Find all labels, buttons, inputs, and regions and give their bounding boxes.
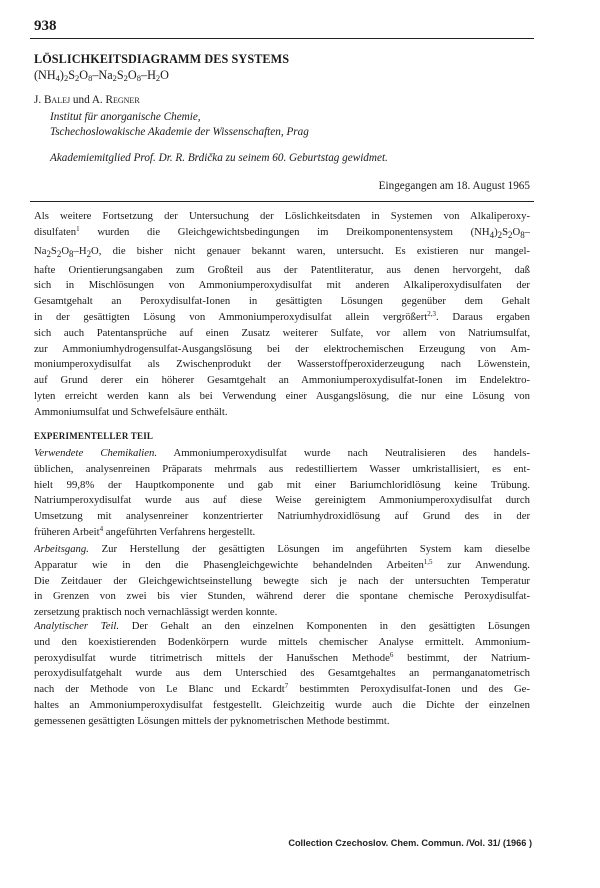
- chemicals-paragraph: Verwendete Chemikalien. Ammoniumperoxydisulfat wurde nach Neutralisieren des handels- üblichen, analysenreinen Präparats mehrmals aus redestilliertem Wasser umkristallisiert, es ent- hielt 99,8% der Hauptkomponente und gab mit einer Bariumchloridlösung keine Trübung. Natriumperoxydisulfat wurde aus auf diese Weise gereinigtem Ammoniumperoxydisulfat durch Umsetzung mit analysenreiner konzentrierter Natriumhydroxidlösung auf Grund des in der früheren Arbeit$^4$ angeführten Verfahrens hergestellt.: [34, 447, 530, 538]
- article-title-formula: $(NH_4)_2S_2O_8-Na_2S_2O_8-H_2O$: [34, 68, 169, 83]
- institution-line-2: Tschechoslowakische Akademie der Wissenschaften, Prag: [50, 126, 309, 138]
- journal-footer: Collection Czechoslov. Chem. Commun. /Vol. 31/ (1966 ): [288, 838, 532, 848]
- institution-line-1: Institut für anorganische Chemie,: [50, 111, 201, 123]
- dedication: Akademiemitglied Prof. Dr. R. Brdička zu seinem 60. Geburtstag gewidmet.: [50, 152, 388, 164]
- page-number: 938: [34, 18, 57, 34]
- analysis-label: Analytischer Teil.: [34, 620, 120, 632]
- abstract-rule: [30, 201, 534, 202]
- analysis-paragraph: Analytischer Teil. Der Gehalt an den einzelnen Komponenten in den gesättigten Lösungen und den koexistierenden Bodenkörpern wurde mittels chemischer Analyse ermittelt. Ammonium- peroxydisulfat wurde titrimetrisch mittels der Hanušschen Methode$^6$ bestimmt, der Natrium- peroxydisulfatgehalt wurde aus dem Unterschied des Gesamtgehaltes an permanganatometrisch nach der Methode von Le Blanc und Eckardt$^7$ bestimmten Peroxydisulfat-Ionen und des Ge- haltes an Ammoniumperoxydisulfat festgestellt. Gleichzeitig wurde auch die Dichte der einzelnen gemessenen gesättigten Lösungen mittels der pyknometrischen Methode bestimmt.: [34, 620, 530, 727]
- received-date: Eingegangen am 18. August 1965: [378, 180, 530, 192]
- procedure-label: Arbeitsgang.: [34, 543, 89, 555]
- intro-paragraph: Als weitere Fortsetzung der Untersuchung der Löslichkeitsdaten in Systemen von Alkaliperoxy- disulfaten$^1$ wurden die Gleichgewichtsbedingungen im Dreikomponentensystem $(NH_4)_2S_2O_8-$ $Na_2S_2O_8-H_2O$, die bisher nicht genauer bekannt waren, untersucht. Es existieren nur mangel- hafte Orientierungsangaben zum Großteil aus der Patentliteratur, aus denen hervorgeht, daß sich in Mischlösungen von Ammoniumperoxydisulfat mit anderen Alkaliperoxydisulfaten der Gesamtgehalt an Peroxydisulfat-Ionen in gesättigten Lösungen gegenüber dem Gehalt in der gesättigten Lösung von Ammoniumperoxydisulfat allein vergrößert$^{2,3}$. Daraus ergaben sich auch Patentansprüche auf einen Zusatz weiterer Sulfate, vor allem von Natriumsulfat, zur Ammoniumhydrogensulfat-Ausgangslösung bei der elektrochemischen Erzeugung von Am- moniumperoxydisulfat als Zwischenprodukt der Wasserstoffperoxiderzeugung nach Löwenstein, auf Grund derer ein höherer Gesamtgehalt an Ammoniumperoxydisulfat-Ionen im Endelektro- lyten erreicht werden kann als bei Verwendung einer Ausgangslösung, die nur eine Lösung von Ammoniumsulfat und Schwefelsäure enthält.: [34, 210, 530, 418]
- procedure-paragraph: Arbeitsgang. Zur Herstellung der gesättigten Lösungen im angeführten System kam dieselbe Apparatur wie in den die Phasengleichgewichte behandelnden Arbeiten$^{1,5}$ zur Anwendung. Die Zeitdauer der Gleichgewichtseinstellung bewegte sich je nach der untersuchten Temperatur in Grenzen von zwei bis vier Stunden, während derer die spontane chemische Peroxydisulfat- zersetzung praktisch noch vernachlässigt werden konnte.: [34, 543, 530, 619]
- authors: J. Balej und A. Regner: [34, 94, 140, 106]
- header-rule: [30, 38, 534, 39]
- article-title: LÖSLICHKEITSDIAGRAMM DES SYSTEMS: [34, 52, 290, 66]
- section-heading: EXPERIMENTELLER TEIL: [34, 431, 154, 441]
- chemicals-label: Verwendete Chemikalien.: [34, 447, 158, 459]
